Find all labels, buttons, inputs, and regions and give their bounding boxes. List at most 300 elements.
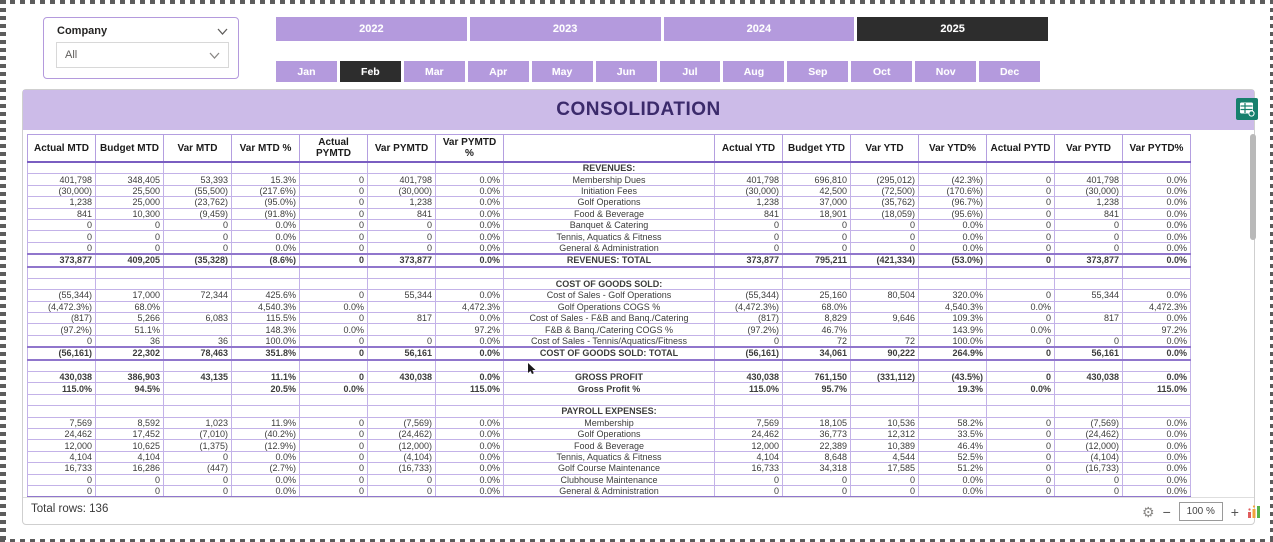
- value-cell: 0.0%: [436, 335, 504, 347]
- value-cell: [164, 406, 232, 417]
- value-cell: 1,023: [164, 417, 232, 428]
- column-header[interactable]: Var PYTD: [1055, 135, 1123, 163]
- value-cell: 0.0%: [436, 231, 504, 242]
- year-button-row: [276, 17, 1048, 41]
- value-cell: 18,105: [783, 417, 851, 428]
- value-cell: (7,569): [368, 417, 436, 428]
- value-cell: 0: [987, 474, 1055, 485]
- year-button-2024[interactable]: 2024: [664, 17, 855, 41]
- value-cell: 817: [1055, 313, 1123, 324]
- value-cell: 72: [851, 335, 919, 347]
- value-cell: 0.0%: [232, 231, 300, 242]
- value-cell: 0: [1055, 474, 1123, 485]
- value-cell: 0.0%: [1123, 485, 1191, 497]
- value-cell: [28, 394, 96, 405]
- value-cell: [1123, 162, 1191, 174]
- value-cell: 4,472.3%: [436, 301, 504, 312]
- row-label-cell: Membership: [504, 417, 715, 428]
- value-cell: (1,375): [164, 440, 232, 451]
- value-cell: 0.0%: [919, 242, 987, 254]
- month-button-sep[interactable]: Sep: [787, 61, 848, 82]
- value-cell: [919, 278, 987, 289]
- value-cell: 25,000: [96, 197, 164, 208]
- value-cell: (55,344): [715, 290, 783, 301]
- value-cell: 0.0%: [1123, 451, 1191, 462]
- value-cell: 11.1%: [232, 372, 300, 383]
- value-cell: 0: [164, 231, 232, 242]
- value-cell: [164, 394, 232, 405]
- value-cell: 0.0%: [232, 242, 300, 254]
- column-header[interactable]: [504, 135, 715, 163]
- value-cell: [164, 162, 232, 174]
- value-cell: 0: [1055, 219, 1123, 230]
- value-cell: [96, 394, 164, 405]
- table-row: [28, 197, 1191, 208]
- value-cell: [783, 394, 851, 405]
- row-label-cell: COST OF GOODS SOLD:: [504, 278, 715, 289]
- row-label-cell: [504, 394, 715, 405]
- value-cell: 0: [987, 335, 1055, 347]
- value-cell: [164, 267, 232, 279]
- value-cell: 0.0%: [1123, 197, 1191, 208]
- value-cell: 0: [851, 231, 919, 242]
- month-button-jun[interactable]: Jun: [596, 61, 657, 82]
- value-cell: 22,302: [96, 347, 164, 359]
- column-header[interactable]: Actual PYMTD: [300, 135, 368, 163]
- month-button-nov[interactable]: Nov: [915, 61, 976, 82]
- month-button-apr[interactable]: Apr: [468, 61, 529, 82]
- table-row: [28, 313, 1191, 324]
- value-cell: 0.0%: [1123, 428, 1191, 439]
- value-cell: 0: [368, 219, 436, 230]
- value-cell: 0: [783, 474, 851, 485]
- zoom-level-field[interactable]: [1179, 502, 1223, 521]
- value-cell: 0.0%: [1123, 185, 1191, 196]
- column-header[interactable]: Actual PYTD: [987, 135, 1055, 163]
- value-cell: 10,536: [851, 417, 919, 428]
- value-cell: 0.0%: [919, 231, 987, 242]
- value-cell: [96, 267, 164, 279]
- value-cell: 0: [851, 219, 919, 230]
- value-cell: 0.0%: [1123, 290, 1191, 301]
- bar-chart-icon[interactable]: [1247, 504, 1261, 519]
- value-cell: 0: [1055, 242, 1123, 254]
- value-cell: 0: [987, 451, 1055, 462]
- column-header[interactable]: Var MTD: [164, 135, 232, 163]
- value-cell: 0.0%: [232, 474, 300, 485]
- value-cell: (4,104): [368, 451, 436, 462]
- zoom-out-button[interactable]: −: [1162, 503, 1171, 520]
- month-button-dec[interactable]: Dec: [979, 61, 1040, 82]
- value-cell: 0.0%: [1123, 474, 1191, 485]
- value-cell: 795,211: [783, 254, 851, 266]
- value-cell: [851, 383, 919, 394]
- value-cell: [96, 406, 164, 417]
- total-rows-label: Total rows: 136: [31, 503, 109, 515]
- value-cell: (72,500): [851, 185, 919, 196]
- row-label-cell: REVENUES: TOTAL: [504, 254, 715, 266]
- value-cell: 9,646: [851, 313, 919, 324]
- month-button-may[interactable]: May: [532, 61, 593, 82]
- month-button-aug[interactable]: Aug: [723, 61, 784, 82]
- table-row: [28, 278, 1191, 289]
- company-slicer-header[interactable]: [44, 18, 238, 39]
- value-cell: 55,344: [368, 290, 436, 301]
- table-header-row: [28, 135, 1191, 163]
- company-dropdown[interactable]: [56, 42, 229, 68]
- row-label-cell: Gross Profit %: [504, 383, 715, 394]
- value-cell: [715, 406, 783, 417]
- value-cell: [715, 360, 783, 372]
- value-cell: 0.0%: [1123, 174, 1191, 185]
- value-cell: 0.0%: [436, 313, 504, 324]
- value-cell: 0: [164, 485, 232, 497]
- value-cell: 0: [300, 185, 368, 196]
- column-header[interactable]: Var YTD: [851, 135, 919, 163]
- value-cell: [1123, 406, 1191, 417]
- value-cell: 0: [28, 474, 96, 485]
- value-cell: 68.0%: [783, 301, 851, 312]
- table-row: [28, 219, 1191, 230]
- value-cell: (4,472.3%): [715, 301, 783, 312]
- value-cell: (55,500): [164, 185, 232, 196]
- column-header[interactable]: Budget MTD: [96, 135, 164, 163]
- value-cell: (97.2%): [28, 324, 96, 335]
- value-cell: 4,104: [96, 451, 164, 462]
- value-cell: [300, 360, 368, 372]
- value-cell: 0: [300, 290, 368, 301]
- value-cell: 95.7%: [783, 383, 851, 394]
- value-cell: 0: [300, 242, 368, 254]
- value-cell: 0.0%: [436, 474, 504, 485]
- value-cell: [919, 406, 987, 417]
- month-button-feb[interactable]: Feb: [340, 61, 401, 82]
- table-row: [28, 417, 1191, 428]
- column-header[interactable]: Budget YTD: [783, 135, 851, 163]
- value-cell: 0: [1055, 335, 1123, 347]
- value-cell: [300, 267, 368, 279]
- value-cell: [28, 278, 96, 289]
- value-cell: 0: [783, 231, 851, 242]
- row-label-cell: Clubhouse Maintenance: [504, 474, 715, 485]
- value-cell: [1055, 267, 1123, 279]
- value-cell: [851, 301, 919, 312]
- value-cell: 11.9%: [232, 417, 300, 428]
- value-cell: 90,222: [851, 347, 919, 359]
- table-row: [28, 301, 1191, 312]
- value-cell: 10,389: [851, 440, 919, 451]
- value-cell: [987, 394, 1055, 405]
- value-cell: [1123, 278, 1191, 289]
- value-cell: 0: [1055, 231, 1123, 242]
- column-header[interactable]: Var PYMTD %: [436, 135, 504, 163]
- value-cell: (35,328): [164, 254, 232, 266]
- value-cell: (40.2%): [232, 428, 300, 439]
- month-button-jul[interactable]: Jul: [660, 61, 721, 82]
- month-button-jan[interactable]: Jan: [276, 61, 337, 82]
- value-cell: 25,160: [783, 290, 851, 301]
- value-cell: (96.7%): [919, 197, 987, 208]
- value-cell: [436, 406, 504, 417]
- value-cell: 16,733: [28, 463, 96, 474]
- company-dropdown-value: All: [65, 49, 78, 61]
- value-cell: (817): [28, 313, 96, 324]
- value-cell: 115.0%: [436, 383, 504, 394]
- table-row: [28, 185, 1191, 196]
- value-cell: [368, 360, 436, 372]
- table-row: [28, 428, 1191, 439]
- value-cell: [232, 406, 300, 417]
- value-cell: 0.0%: [436, 417, 504, 428]
- value-cell: 0: [715, 242, 783, 254]
- value-cell: (56,161): [28, 347, 96, 359]
- value-cell: (4,104): [1055, 451, 1123, 462]
- value-cell: [783, 360, 851, 372]
- column-header[interactable]: Var YTD%: [919, 135, 987, 163]
- value-cell: 0.0%: [919, 485, 987, 497]
- value-cell: 109.3%: [919, 313, 987, 324]
- value-cell: 46.7%: [783, 324, 851, 335]
- value-cell: 0: [783, 219, 851, 230]
- value-cell: 4,540.3%: [232, 301, 300, 312]
- value-cell: [987, 278, 1055, 289]
- value-cell: (2.7%): [232, 463, 300, 474]
- value-cell: [164, 383, 232, 394]
- value-cell: 0: [300, 463, 368, 474]
- table-scrollbar[interactable]: [1250, 134, 1256, 490]
- value-cell: 0: [300, 335, 368, 347]
- value-cell: 0: [300, 208, 368, 219]
- value-cell: [987, 360, 1055, 372]
- value-cell: 0: [300, 440, 368, 451]
- value-cell: 0.0%: [436, 197, 504, 208]
- table-row: [28, 451, 1191, 462]
- value-cell: [300, 278, 368, 289]
- value-cell: 55,344: [1055, 290, 1123, 301]
- table-row: [28, 347, 1191, 359]
- value-cell: 0.0%: [436, 451, 504, 462]
- value-cell: 351.8%: [232, 347, 300, 359]
- value-cell: [783, 406, 851, 417]
- value-cell: 0.0%: [300, 383, 368, 394]
- row-label-cell: PAYROLL EXPENSES:: [504, 406, 715, 417]
- mouse-cursor: [527, 363, 537, 375]
- value-cell: [436, 360, 504, 372]
- column-header[interactable]: Var PYMTD: [368, 135, 436, 163]
- value-cell: [232, 162, 300, 174]
- marquee-left-edge: [0, 0, 6, 542]
- value-cell: 0.0%: [436, 254, 504, 266]
- value-cell: 0: [987, 417, 1055, 428]
- value-cell: 4,104: [28, 451, 96, 462]
- value-cell: 425.6%: [232, 290, 300, 301]
- value-cell: 0.0%: [436, 185, 504, 196]
- status-bar-separator: [23, 497, 1254, 498]
- spacer-row: [28, 360, 1191, 372]
- value-cell: (30,000): [28, 185, 96, 196]
- column-header[interactable]: Var PYTD%: [1123, 135, 1191, 163]
- value-cell: 0: [368, 335, 436, 347]
- value-cell: 36,773: [783, 428, 851, 439]
- value-cell: 0: [300, 347, 368, 359]
- value-cell: (170.6%): [919, 185, 987, 196]
- column-header[interactable]: Actual YTD: [715, 135, 783, 163]
- row-label-cell: Golf Operations COGS %: [504, 301, 715, 312]
- value-cell: 0.0%: [436, 242, 504, 254]
- value-cell: [987, 162, 1055, 174]
- value-cell: [919, 360, 987, 372]
- value-cell: 0: [368, 242, 436, 254]
- row-label-cell: Tennis, Aquatics & Fitness: [504, 451, 715, 462]
- row-label-cell: REVENUES:: [504, 162, 715, 174]
- value-cell: 0.0%: [436, 347, 504, 359]
- value-cell: (331,112): [851, 372, 919, 383]
- value-cell: 430,038: [715, 372, 783, 383]
- value-cell: [1055, 324, 1123, 335]
- value-cell: 0.0%: [919, 219, 987, 230]
- gear-icon[interactable]: ⚙: [1142, 503, 1155, 520]
- value-cell: 12,000: [715, 440, 783, 451]
- value-cell: 36: [164, 335, 232, 347]
- year-button-2022[interactable]: 2022: [276, 17, 467, 41]
- value-cell: [164, 324, 232, 335]
- value-cell: [300, 162, 368, 174]
- value-cell: (95.0%): [232, 197, 300, 208]
- value-cell: 0.0%: [919, 474, 987, 485]
- row-label-cell: Cost of Sales - F&B and Banq./Catering: [504, 313, 715, 324]
- value-cell: 401,798: [28, 174, 96, 185]
- spacer-row: [28, 394, 1191, 405]
- value-cell: [851, 360, 919, 372]
- row-label-cell: Food & Beverage: [504, 208, 715, 219]
- value-cell: 0: [987, 231, 1055, 242]
- value-cell: 0.0%: [300, 301, 368, 312]
- table-row: [28, 231, 1191, 242]
- row-label-cell: F&B & Banq./Catering COGS %: [504, 324, 715, 335]
- column-header[interactable]: Var MTD %: [232, 135, 300, 163]
- value-cell: 401,798: [715, 174, 783, 185]
- value-cell: [715, 394, 783, 405]
- month-button-row: [276, 61, 1040, 82]
- table-row: [28, 242, 1191, 254]
- value-cell: (8.6%): [232, 254, 300, 266]
- value-cell: (295,012): [851, 174, 919, 185]
- value-cell: 0: [851, 485, 919, 497]
- value-cell: 401,798: [1055, 174, 1123, 185]
- value-cell: 0: [987, 174, 1055, 185]
- value-cell: [96, 162, 164, 174]
- value-cell: 0: [987, 290, 1055, 301]
- value-cell: 0: [987, 440, 1055, 451]
- value-cell: 348,405: [96, 174, 164, 185]
- value-cell: 56,161: [1055, 347, 1123, 359]
- value-cell: [436, 267, 504, 279]
- value-cell: [987, 406, 1055, 417]
- value-cell: 696,810: [783, 174, 851, 185]
- value-cell: (91.8%): [232, 208, 300, 219]
- column-header[interactable]: Actual MTD: [28, 135, 96, 163]
- value-cell: [368, 324, 436, 335]
- value-cell: 386,903: [96, 372, 164, 383]
- page-title: CONSOLIDATION: [556, 99, 721, 120]
- year-button-2023[interactable]: 2023: [470, 17, 661, 41]
- value-cell: 0.0%: [1123, 347, 1191, 359]
- row-label-cell: Golf Course Maintenance: [504, 463, 715, 474]
- value-cell: [436, 278, 504, 289]
- value-cell: 7,569: [715, 417, 783, 428]
- value-cell: 0.0%: [1123, 463, 1191, 474]
- scrollbar-thumb[interactable]: [1250, 134, 1256, 240]
- table-export-icon[interactable]: [1236, 98, 1258, 120]
- row-label-cell: Tennis, Aquatics & Fitness: [504, 231, 715, 242]
- value-cell: [1055, 394, 1123, 405]
- value-cell: 0.0%: [436, 485, 504, 497]
- row-label-cell: General & Administration: [504, 485, 715, 497]
- value-cell: 0.0%: [436, 290, 504, 301]
- month-button-mar[interactable]: Mar: [404, 61, 465, 82]
- value-cell: [96, 278, 164, 289]
- financial-table: [27, 134, 1191, 498]
- row-label-cell: Banquet & Catering: [504, 219, 715, 230]
- value-cell: 0: [715, 219, 783, 230]
- value-cell: [1123, 394, 1191, 405]
- month-button-oct[interactable]: Oct: [851, 61, 912, 82]
- value-cell: 0: [715, 335, 783, 347]
- value-cell: 373,877: [368, 254, 436, 266]
- value-cell: 0.0%: [1123, 313, 1191, 324]
- value-cell: 8,592: [96, 417, 164, 428]
- value-cell: 0.0%: [436, 174, 504, 185]
- value-cell: 0: [300, 254, 368, 266]
- value-cell: 0: [987, 208, 1055, 219]
- zoom-in-button[interactable]: +: [1230, 503, 1239, 520]
- value-cell: (817): [715, 313, 783, 324]
- value-cell: 143.9%: [919, 324, 987, 335]
- value-cell: [851, 394, 919, 405]
- row-label-cell: Golf Operations: [504, 197, 715, 208]
- value-cell: 0: [368, 485, 436, 497]
- value-cell: 0.0%: [987, 383, 1055, 394]
- value-cell: 1,238: [1055, 197, 1123, 208]
- value-cell: [715, 162, 783, 174]
- value-cell: 43,135: [164, 372, 232, 383]
- value-cell: 4,472.3%: [1123, 301, 1191, 312]
- value-cell: 20.5%: [232, 383, 300, 394]
- value-cell: 0: [28, 219, 96, 230]
- value-cell: 0: [96, 474, 164, 485]
- value-cell: 0: [851, 474, 919, 485]
- value-cell: 0.0%: [1123, 208, 1191, 219]
- value-cell: 0: [28, 231, 96, 242]
- year-button-2025[interactable]: 2025: [857, 17, 1048, 41]
- value-cell: 12,312: [851, 428, 919, 439]
- value-cell: 148.3%: [232, 324, 300, 335]
- value-cell: 0: [987, 428, 1055, 439]
- row-label-cell: GROSS PROFIT: [504, 372, 715, 383]
- value-cell: 0: [300, 474, 368, 485]
- value-cell: 0: [300, 485, 368, 497]
- value-cell: 0: [987, 313, 1055, 324]
- value-cell: [232, 360, 300, 372]
- row-label-cell: Food & Beverage: [504, 440, 715, 451]
- value-cell: 0: [987, 254, 1055, 266]
- value-cell: (30,000): [1055, 185, 1123, 196]
- value-cell: [164, 301, 232, 312]
- value-cell: [1055, 360, 1123, 372]
- value-cell: 0.0%: [987, 301, 1055, 312]
- spacer-row: [28, 267, 1191, 279]
- value-cell: 817: [368, 313, 436, 324]
